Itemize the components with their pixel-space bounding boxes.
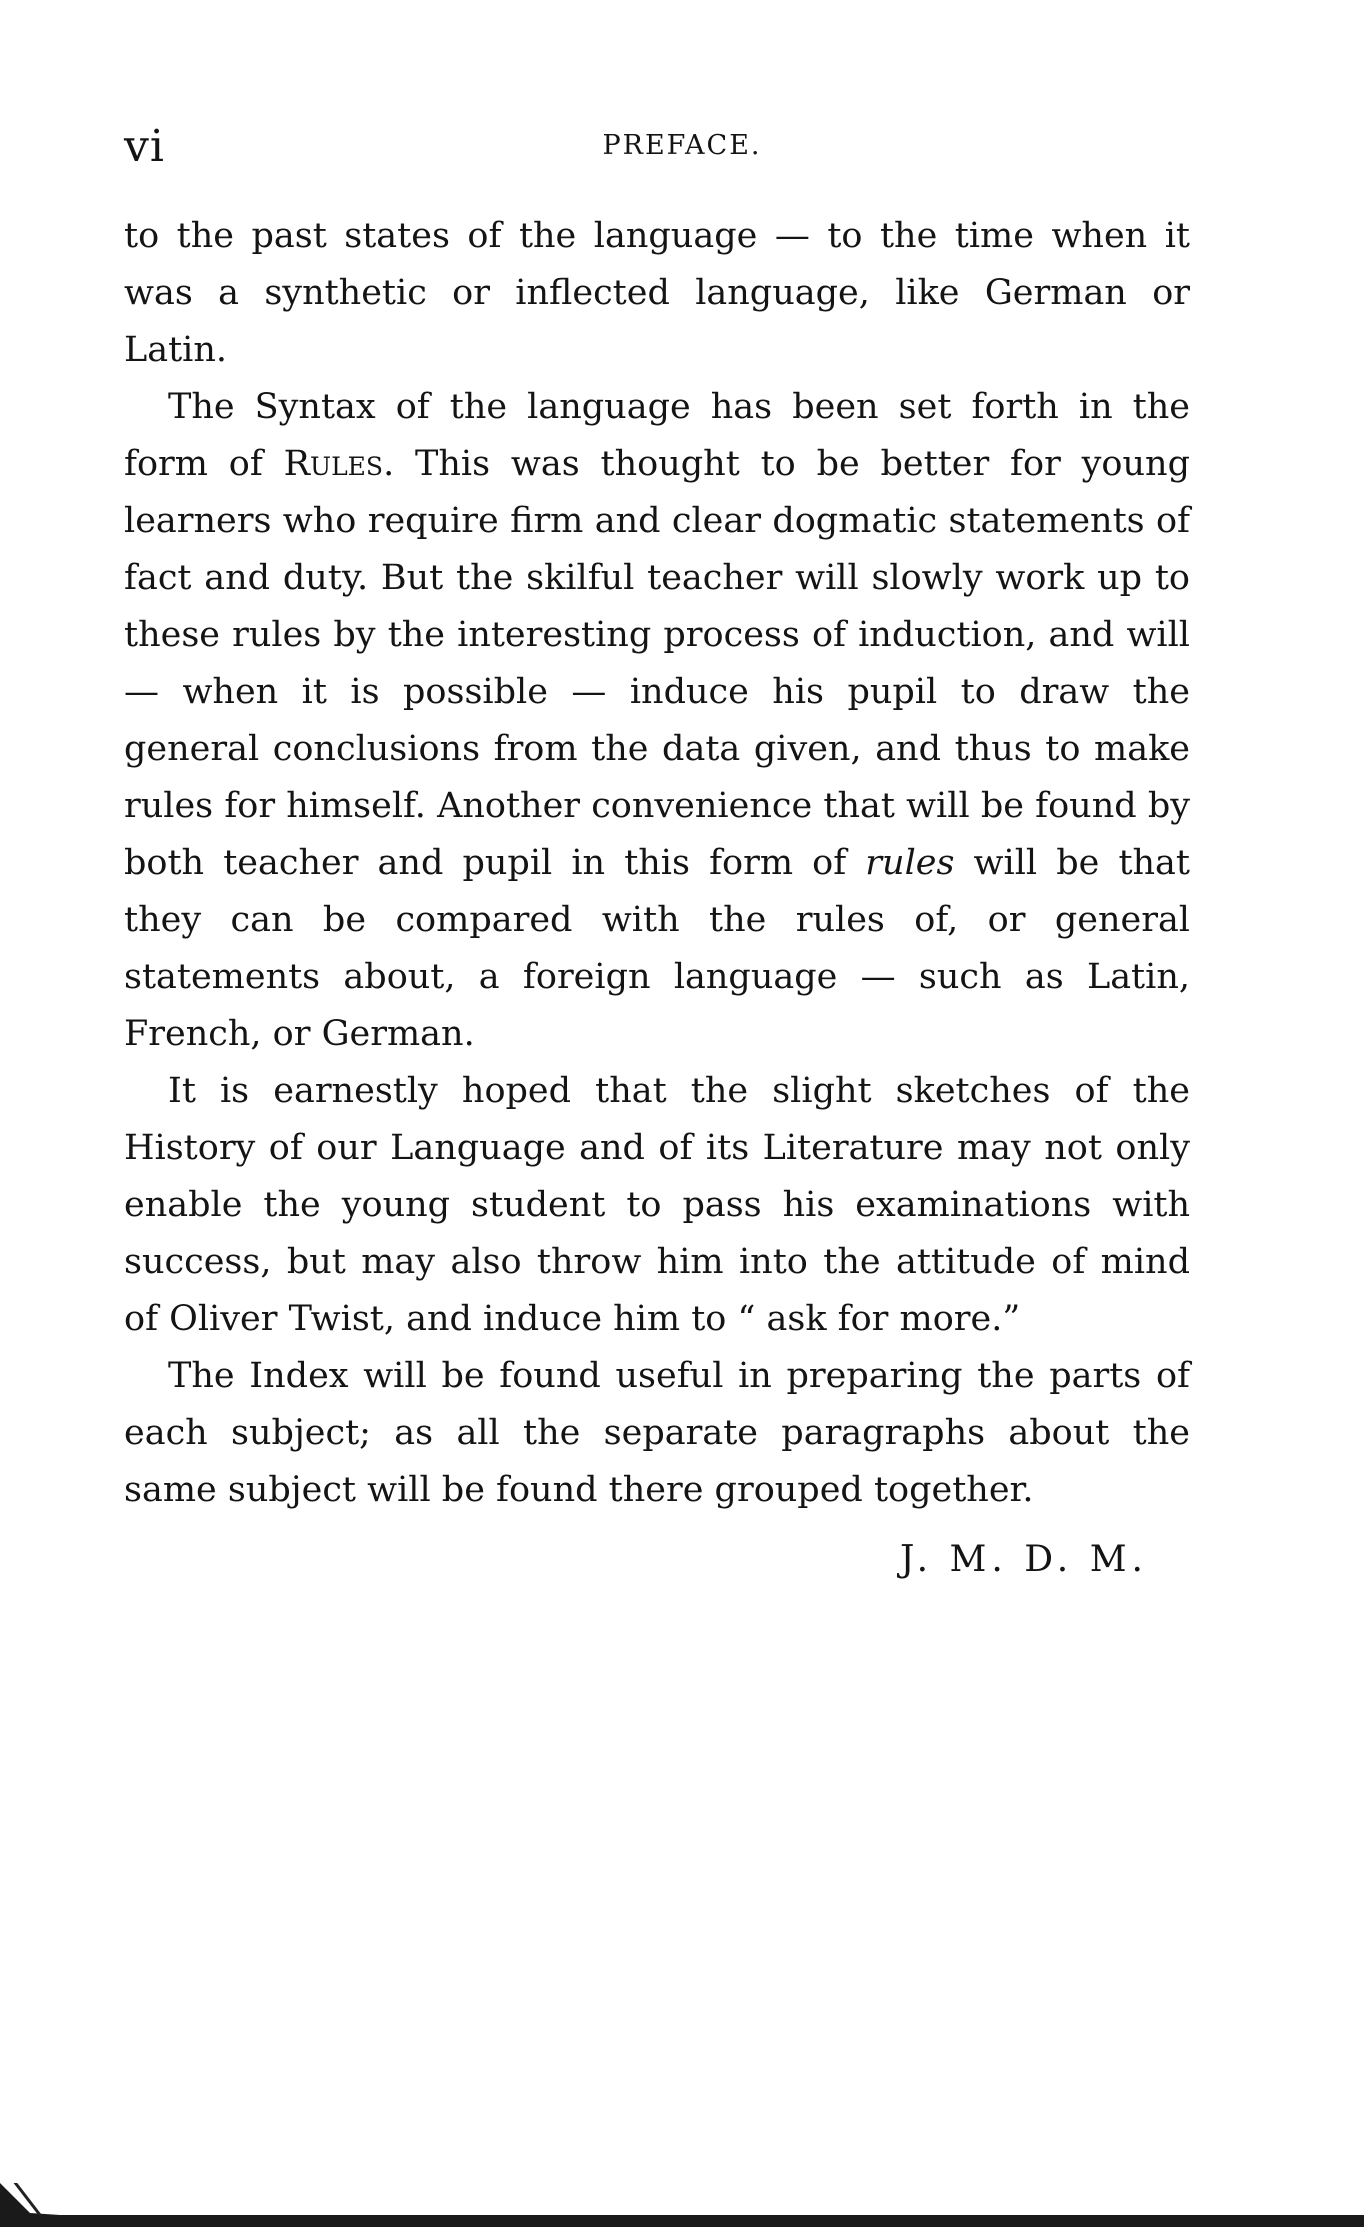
syntax-text-middle: . This was thought to be better for young learners who require firm and clear dogmatic statements of fact and duty. But the skilful teacher will slowly work up to these rules by the interesting process of induction, and will — when it is possible — induce his pupil to draw the general conclusions from the data given, and thus to make rules for himself. Another convenience that will be found by both teacher and pupil in this form of: [124, 444, 1190, 883]
author-initials: J. M. D. M.: [899, 1539, 1148, 1580]
syntax-text-end: will be that they can be compared with the rules of, or general statements about, a foreign language — such as Latin, French, or German.: [124, 843, 1190, 1054]
page-header: [0, 122, 1364, 172]
preface-body: [124, 208, 1190, 1519]
paragraph-index: The Index will be found useful in preparing the parts of each subject; as all the separate paragraphs about the same subject will be found there grouped together.: [124, 1356, 1190, 1510]
rules-italic: rules: [865, 843, 955, 883]
page-fold-shadow: [0, 2183, 1364, 2227]
syntax-text-start: The Syntax of the language has been set forth in the form of: [124, 387, 1190, 484]
running-title: PREFACE.: [602, 130, 762, 161]
paragraph-continued: to the past states of the language — to the time when it was a synthetic or inflected language, like German or Latin.: [124, 216, 1190, 370]
paragraph-syntax: [124, 379, 1190, 1063]
rules-small-caps: Rules: [283, 444, 384, 484]
paragraph-history: It is earnestly hoped that the slight sketches of the History of our Language and of its Literature may not only enable the young student to pass his examinations with success, but may also throw him into the attitude of mind of Oliver Twist, and induce him to “ ask for more.”: [124, 1071, 1190, 1339]
page-number: vi: [124, 121, 165, 172]
page-bottom-edge: [0, 2183, 1364, 2227]
